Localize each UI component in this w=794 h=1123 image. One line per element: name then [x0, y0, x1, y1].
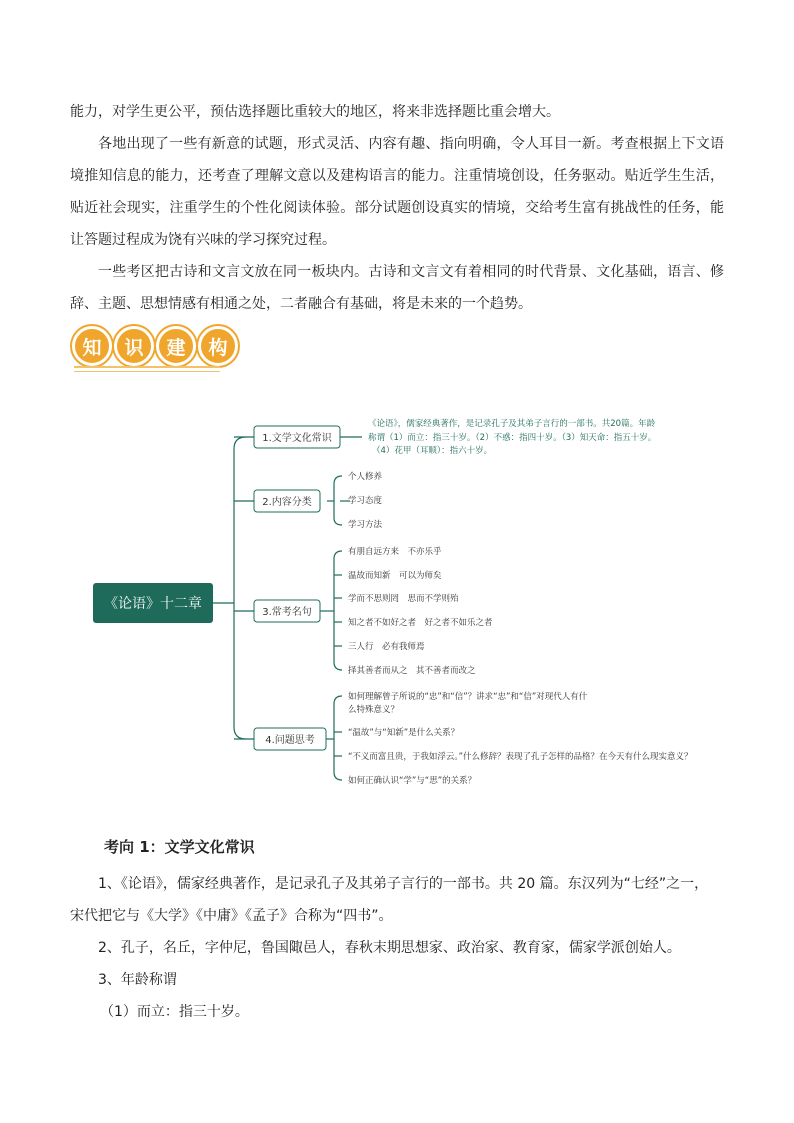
leaf-text: （4）花甲（耳顺）：指六十岁。 [372, 446, 493, 456]
leaf-text: “不义而富且贵，于我如浮云。”什么修辞？表现了孔子怎样的品格？在今天有什么现实意义？ [348, 752, 693, 762]
leaf-text: 知之者不如好之者 好之者不如乐之者 [348, 618, 493, 628]
leaf-text: 个人修养 [348, 472, 383, 482]
branch-label: 1.文学文化常识 [262, 433, 332, 444]
branch-label: 2.内容分类 [262, 497, 312, 508]
root-label: 《论语》十二章 [104, 596, 202, 612]
leaf-text: 温故而知新 可以为师矣 [348, 571, 442, 581]
leaf-text: 择其善者而从之 其不善者而改之 [348, 666, 476, 676]
body-text: 宋代把它与《大学》《中庸》《孟子》合称为“四书”。 [70, 908, 393, 924]
intro-paragraph-3: 一些考区把古诗和文言文放在同一板块内。古诗和文言文有着相同的时代背景、文化基础，语言、修辞、主题、思想情感有相通之处，二者融合有基础，将是未来的一个趋势。 [70, 264, 724, 312]
body-text: 1、《论语》，儒家经典著作，是记录孔子及其弟子言行的一部书。共 20 篇。东汉列为“七经”之一， [98, 876, 709, 892]
leaf-text: 么特殊意义？ [348, 705, 400, 715]
leaf-text: 学习方法 [348, 520, 383, 530]
leaf-text: 《论语》，儒家经典著作，是记录孔子及其弟子言行的一部书。共20篇。年龄 [368, 419, 656, 429]
intro-paragraph-2: 各地出现了一些有新意的试题，形式灵活、内容有趣、指向明确，令人耳目一新。考查根据上下文语境推知信息的能力，还考查了理解文意以及建构语言的能力。注重情境创设，任务驱动。贴近学生生活，贴近社会现实，注重学生的个性化阅读体验。部分试题创设真实的情境，交给考生富有挑战性的任务，能让答题过程成为饶有兴味的学习探究过程。 [70, 136, 724, 248]
leaf-text: 如何理解曾子所说的“忠”和“信”？讲求“忠”和“信”对现代人有什 [348, 692, 588, 702]
leaf-text: 学而不思则罔 思而不学则殆 [348, 594, 459, 604]
body-text: 3、年龄称谓 [98, 972, 177, 988]
leaf-text: 称谓（1）而立：指三十岁。（2）不惑：指四十岁。（3）知天命：指五十岁。 [368, 433, 657, 443]
branch-label: 3.常考名句 [262, 607, 312, 618]
banner-char: 建 [156, 326, 196, 366]
leaf-text: 有朋自远方来 不亦乐乎 [348, 547, 442, 557]
body-text: （1）而立：指三十岁。 [100, 1004, 249, 1020]
leaf-text: 三人行 必有我师焉 [348, 642, 425, 652]
banner-char: 知 [72, 326, 112, 366]
banner-char: 识 [114, 326, 154, 366]
section-heading: 考向 1：文学文化常识 [104, 838, 255, 856]
leaf-text: 学习态度 [348, 496, 383, 506]
leaf-text: “温故”与“知新”是什么关系？ [348, 728, 460, 738]
banner-char: 构 [198, 326, 238, 366]
body-text: 2、孔子，名丘，字仲尼，鲁国陬邑人，春秋末期思想家、政治家、教育家，儒家学派创始人。 [98, 940, 681, 956]
intro-paragraph-1: 能力，对学生更公平，预估选择题比重较大的地区，将来非选择题比重会增大。 [70, 104, 560, 120]
leaf-text: 如何正确认识“学”与“思”的关系？ [348, 776, 477, 786]
branch-label: 4.问题思考 [265, 735, 315, 746]
